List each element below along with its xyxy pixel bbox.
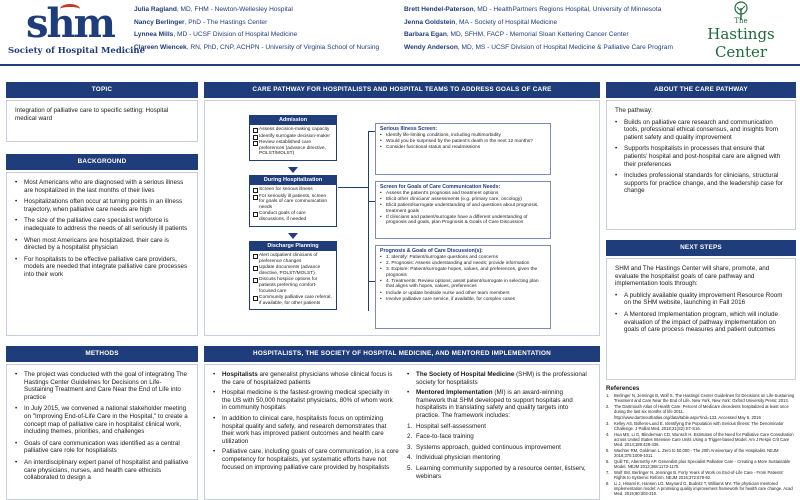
checkbox-item: Discuss hospice options for patients preferring comfort-focused care xyxy=(253,277,333,294)
about-intro: The pathway: xyxy=(615,107,653,114)
author-line: Barbara Egan, MD, SFHM, FACP - Memorial Sloan Kettering Cancer Center xyxy=(404,31,629,38)
about-list xyxy=(615,119,787,195)
list-item: • Most Americans who are diagnosed with a serious illness are hospitalized in the last months of their lives xyxy=(15,179,189,194)
reference-item: 1. Berlinger N, Jennings B, Wolf S. The Hastings Center Guidelines for Decisions on Life-Sustaining Treatment and Care Near the End of Life. New York, New York: Oxford University Press; 2013. xyxy=(606,393,795,403)
list-item: • In July 2015, we convened a national stakeholder meeting on "Improving End-of-Life Care in the Hospital," to create a concept map of palliative care in hospitalist clinical work, including themes, priorities, and challenges xyxy=(15,405,189,435)
list-item: • Include or update bedside nurse and other team members xyxy=(380,291,546,297)
callout-title: Serious Illness Screen: xyxy=(380,126,438,132)
stage-during-hospitalization xyxy=(249,175,337,227)
callout-title: Prognosis & Goals of Care Discussion(s): xyxy=(380,248,483,254)
list-item: • The Society of Hospital Medicine (SHM) is the professional society for hospitalists xyxy=(407,371,593,386)
topic-header: TOPIC xyxy=(6,82,198,98)
hospitalists-right-column xyxy=(407,371,593,483)
list-item: • Hospitalizations often occur at turning points in an illness trajectory, when palliative care needs are high xyxy=(15,198,189,213)
references-title: References xyxy=(606,385,640,392)
list-item: 4. Individual physician mentoring xyxy=(407,454,501,462)
reference-item: 4. Hua MS, Li G, Blinderman CD, Wunsch H. Estimates of the Need for Palliative Care Consultation across United States Intensive Care Units Using a Trigger-based Model. Am J Respir Crit Care Med. 2014;189:428-436. xyxy=(606,432,794,447)
background-header: BACKGROUND xyxy=(6,154,198,170)
hastings-logo-the: The xyxy=(734,17,748,25)
authors-left xyxy=(134,4,379,54)
list-item: • When most Americans are hospitalized, their care is directed by a hospitalist physician xyxy=(15,237,189,252)
methods-header: METHODS xyxy=(6,346,198,362)
list-item: • Assess the patient's prognosis and treatment options xyxy=(380,191,546,197)
list-item: • 3. Explore: Patient/surrogate hopes, values, and preferences, given the prognosis xyxy=(380,267,546,278)
connector-line xyxy=(368,281,375,282)
reference-item: 3. Kelley AS, Bollens-Lund E. Identifying the Population with Serious Illness: The Denominator Challenge. J Palliat Med. 2018;21(S2):S7-S16. xyxy=(606,421,784,431)
connector-line xyxy=(338,187,368,188)
list-item: • Builds on palliative care research and communication tools, professional ethical consensus, and insights from patient safety and quality improvement xyxy=(615,119,787,142)
author-line: Brett Hendel-Paterson, MD - HealthPartners Regions Hospital, University of Minnesota xyxy=(404,6,662,13)
list-item: • Elicit other clinicians' assessments (e.g. primary care, oncology) xyxy=(380,197,546,203)
stage-title: Discharge Planning xyxy=(250,242,336,251)
stage-discharge-planning xyxy=(249,241,337,310)
list-item: • For hospitalists to be effective palliative care providers, models are needed that integrate palliative care processes into their work xyxy=(15,256,189,279)
list-item: • A publicly available quality improvement Resource Room on the SHM website, launching in Fall 2016 xyxy=(615,292,787,307)
shm-logo-subtitle: Society of Hospital Medicine xyxy=(8,46,145,56)
list-item: • Identify life-limiting conditions, including multimorbidity xyxy=(380,133,546,139)
list-item: • The size of the palliative care specialist workforce is inadequate to address the needs of all seriously ill patients xyxy=(15,217,189,232)
list-item: • In addition to clinical care, hospitalists focus on optimizing hospital quality and safety, and research demonstrates that their work has improved patient outcomes and health care utilization xyxy=(213,415,399,445)
next-steps-body xyxy=(606,258,796,380)
list-item: • An interdisciplinary expert panel of hospitalist and palliative care physicians, nurses, and health care ethicists collaborated to design a xyxy=(15,459,189,482)
list-item: • Palliative care, including goals of care communication, is a core competency for hospitalists, yet systematic efforts have not focused on improving palliative care provided by hospitalists xyxy=(213,448,399,471)
hastings-logo-name: Hastings Center xyxy=(707,25,775,61)
checkbox-item: Community palliative care referral, if available, for other patients xyxy=(253,295,333,306)
connector-line xyxy=(368,131,375,132)
list-item: • Elicit patient/surrogate understanding of and questions about prognosis, treatment goals xyxy=(380,203,546,214)
stage-title: During Hospitalization xyxy=(250,176,336,185)
checkbox-item: Identify surrogate decision-maker xyxy=(253,134,333,140)
author-line: Nancy Berlinger, PhD - The Hastings Center xyxy=(134,18,268,26)
authors-right xyxy=(404,4,673,54)
shm-logo xyxy=(8,0,145,62)
list-item: • Hospitalists are generalist physicians whose clinical focus is the care of hospitalized patients xyxy=(213,371,399,386)
author-line: Lynnea Mills, MD - UCSF Division of Hospital Medicine xyxy=(134,31,298,38)
list-item: • If clinicians and patient/surrogate have a different understanding of prognosis and goals, plan Prognosis & Goals of Care Discussion xyxy=(380,215,546,226)
list-item: • Mentored Implementation (MI) is an award-winning framework that SHM developed to support hospitals and hospitalists in translating safety and quality targets into practice. The framework includes: xyxy=(407,389,593,419)
checkbox-item: Update documents (advance directive, POLST/MOLST) xyxy=(253,265,333,276)
methods-body xyxy=(6,364,198,500)
list-item: • Supports hospitalists in processes that ensure that patients' hospital and post-hospital care are aligned with their preferences xyxy=(615,145,787,168)
author-line: Julia Ragland, MD, FHM - Newton-Wellesley Hospital xyxy=(134,6,293,13)
shm-logo-letters: shm xyxy=(26,0,114,47)
list-item: 3. Systems approach, guided continuous improvement xyxy=(407,443,561,451)
about-header: ABOUT THE CARE PATHWAY xyxy=(606,82,796,98)
list-item: • Would you be surprised by the patient's death in the next 12 months? xyxy=(380,139,546,145)
next-steps-intro: SHM and The Hastings Center will share, promote, and evaluate the hospitalist goals of care pathway and implementation tools through: xyxy=(615,265,770,288)
reference-item: http://www.dartmouthatlas.org/data/table.aspx?ind=133. Accessed May 6, 2016 xyxy=(614,415,761,420)
hastings-center-logo xyxy=(686,1,796,65)
topic-body xyxy=(6,100,198,142)
callout-title: Screen for Goals of Care Communication Needs: xyxy=(380,184,501,190)
list-item: • Consider functional status and readmissions xyxy=(380,145,546,151)
list-item: • Goals of care communication was identified as a central palliative care role for hospitalists xyxy=(15,440,189,455)
checkbox-item: For seriously ill patients, screen for goals of care communication needs xyxy=(253,194,333,211)
callout-goals-of-care-discussion xyxy=(375,245,551,329)
reference-item: 2. The Dartmouth Atlas of Health Care. Percent of Medicare decedents hospitalized at least once during the last six months of life 2011. xyxy=(606,404,789,414)
checkbox-item: Screen for serious illness xyxy=(253,187,333,193)
mi-steps-list xyxy=(407,423,593,481)
author-line: Clareen Wiencek, RN, PhD, CNP, ACHPN - University of Virginia School of Nursing xyxy=(134,43,380,51)
list-item: 5. Learning community supported by a resource center, listserv, webinars xyxy=(407,464,586,480)
reference-item: 8. Li J, Hinami K, Hansen LO, Maynard G, Budnitz T, Williams MV. The physician mentored implementation model: A promising quality improvement framework for health care change. Acad Med. 2015;90:303-310. xyxy=(606,481,793,496)
callout-goals-of-care-screen xyxy=(375,181,551,239)
hospitalists-left-column xyxy=(213,371,399,474)
next-steps-header: NEXT STEPS xyxy=(606,240,796,256)
checkbox-item: Conduct goals of care discussions, if needed xyxy=(253,211,333,222)
references-section xyxy=(606,385,796,500)
pathway-diagram xyxy=(204,100,600,336)
stage-title: Admission xyxy=(250,116,336,125)
arrow-down-icon xyxy=(288,233,298,239)
reference-item: 5. Wachter RM, Goldman L. Zero to 50,000 - The 20th Anniversary of the Hospitalist. NEJM 2016;375:1009-1011. xyxy=(606,448,779,458)
next-steps-list xyxy=(615,292,787,334)
list-item: 1. Hospital self-assessment xyxy=(407,422,486,430)
list-item: • Involve palliative care service, if available, for complex cases xyxy=(380,297,546,303)
pathway-header: CARE PATHWAY FOR HOSPITALISTS AND HOSPITAL TEAMS TO ADDRESS GOALS OF CARE xyxy=(204,82,600,98)
reference-item: 6. Quill TE, Abernethy AP. Generalist plus Specialist Palliative Care - Creating a More Sustainable Model. NEJM 2013;368:1173-1175. xyxy=(606,459,791,469)
methods-list xyxy=(15,371,189,482)
hospitalists-body xyxy=(204,364,600,500)
checkbox-item: Alert outpatient clinicians of preference changes xyxy=(253,253,333,264)
list-item: • 1. Identify: Patient/surrogate questions and concerns xyxy=(380,255,546,261)
poster-header xyxy=(0,0,800,66)
stage-admission xyxy=(249,115,337,161)
author-line: Jenna Goldstein, MA - Society of Hospital Medicine xyxy=(404,18,558,26)
list-item: • Hospital medicine is the fastest-growing medical specialty in the US with 50,000 hospitalist physicians, 80% of whom work in community hospitals xyxy=(213,389,399,412)
checkbox-item: Assess decision-making capacity xyxy=(253,127,333,133)
list-item: • 2. Prognosis: Assess understanding and needs; provide information xyxy=(380,261,546,267)
references-list xyxy=(606,393,796,496)
list-item: 2. Face-to-face training xyxy=(407,433,474,441)
checkbox-item: Review established care preferences (advance directive, POLST/MOLST) xyxy=(253,140,333,157)
topic-text: Integration of palliative care to specific setting: Hospital medical ward xyxy=(15,107,169,122)
list-item: • Includes professional standards for clinicians, structural supports for practice change, and the leadership case for change xyxy=(615,172,787,195)
author-line: Wendy Anderson, MD, MS - UCSF Division of Hospital Medicine & Palliative Care Program xyxy=(404,43,673,51)
arrow-down-icon xyxy=(288,167,298,173)
reference-item: 7. Wolf SM, Berlinger N, Jennings B. Forty Years of Work on End-of-Life Care - From Patients' Rights to Systemic Reform. NEJM 2015;372:678-82. xyxy=(606,470,784,480)
list-item: • A Mentored Implementation program, which will include evaluation of the impact of pathway implementation on goals of care process measures and patient outcomes xyxy=(615,311,787,334)
hospitalists-header: HOSPITALISTS, THE SOCIETY OF HOSPITAL MEDICINE, AND MENTORED IMPLEMENTATION xyxy=(204,346,600,362)
connector-line xyxy=(368,131,369,311)
background-body xyxy=(6,172,198,336)
connector-line xyxy=(368,201,375,202)
list-item: • 4. Treatments: Review options; assist patient/surrogate in selecting plan that aligns with hopes, values, preferences xyxy=(380,279,546,290)
callout-serious-illness-screen xyxy=(375,123,551,175)
list-item: • The project was conducted with the goal of integrating The Hastings Center Guidelines for Decisions on Life-Sustaining Treatment and Care Near the End of Life into practice xyxy=(15,371,189,401)
about-body xyxy=(606,100,796,230)
background-list xyxy=(15,179,189,279)
